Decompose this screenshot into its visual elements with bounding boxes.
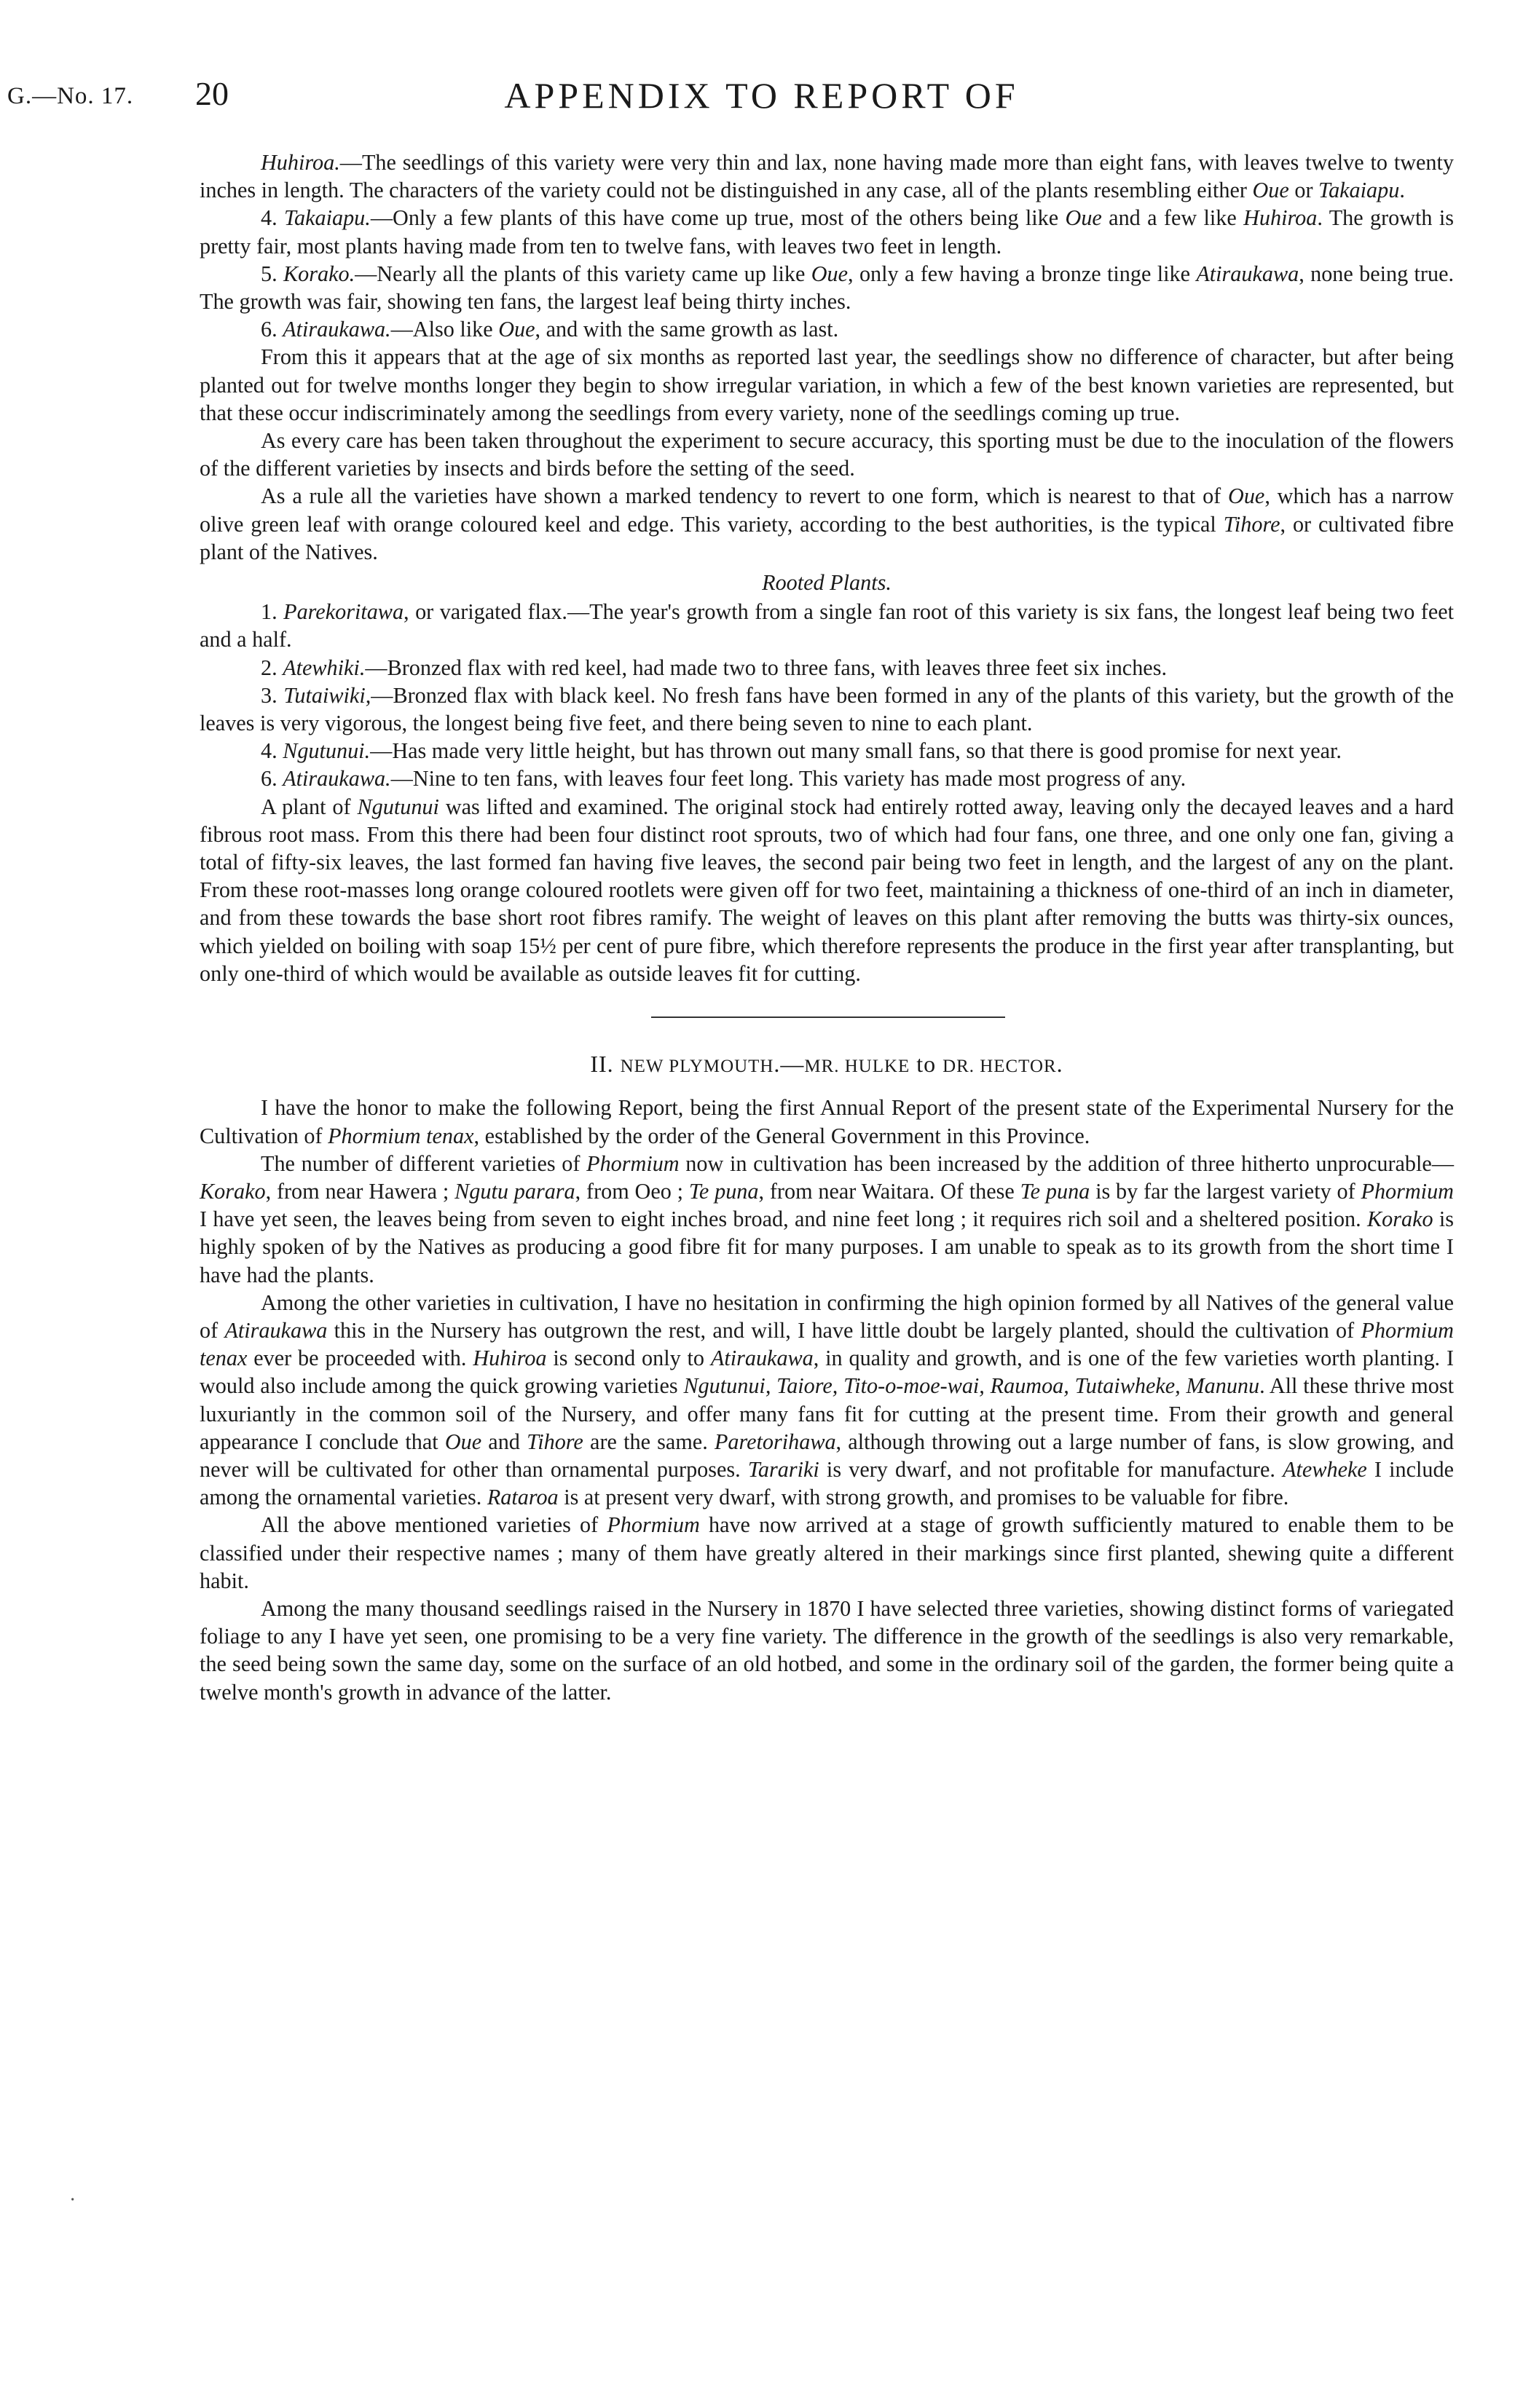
- paragraph: 3. Tutaiwiki,—Bronzed flax with black keel. No fresh fans have been formed in any of the plants of this variety, but the growth of the leaves is very vigorous, the longest being five feet, and there being seven to nine to each plant.: [200, 682, 1454, 736]
- body-text: [200, 149, 1454, 1706]
- paragraph: Among the many thousand seedlings raised in the Nursery in 1870 I have selected three varieties, showing distinct forms of variegated foliage to any I have yet seen, one promising to be a very fine variety. The difference in the growth of the seedlings is also very remarkable, the seed being sown the same day, some on the surface of an old hotbed, and some in the ordinary soil of the garden, the former being quite a twelve month's growth in advance of the latter.: [200, 1595, 1454, 1705]
- paragraph: As every care has been taken throughout the experiment to secure accuracy, this sporting must be due to the inoculation of the flowers of the different varieties by insects and birds before the setting of the seed.: [200, 428, 1454, 481]
- paragraph: 4. Takaiapu.—Only a few plants of this have come up true, most of the others being like Oue and a few like Huhiroa. The growth is pretty fair, most plants having made from ten to twelve fans, with leaves two feet in length.: [200, 205, 1454, 258]
- paragraph: Among the other varieties in cultivation, I have no hesitation in confirming the high opinion formed by all Natives of the general value of Atiraukawa this in the Nursery has outgrown the rest, and will, I have little doubt be largely planted, should the cultivation of Phormium tenax ever be proceeded with. Huhiroa is second only to Atiraukawa, in quality and growth, and is one of the few varieties worth planting. I would also include among the quick growing varieties Ngutunui, Taiore, Tito-o-moe-wai, Raumoa, Tutaiwheke, Manunu. All these thrive most luxuriantly in the common soil of the Nursery, and offer many fans fit for cutting at the present time. From their growth and general appearance I conclude that Oue and Tihore are the same. Paretorihawa, although throwing out a large number of fans, is slow growing, and never will be cultivated for other than ornamental purposes. Tarariki is very dwarf, and not profitable for manufacture. Atewheke I include among the ornamental varieties. Rataroa is at present very dwarf, with strong growth, and promises to be valuable for fibre.: [200, 1290, 1455, 1510]
- paragraph: As a rule all the varieties have shown a marked tendency to revert to one form, which is nearest to that of Oue, which has a narrow olive green leaf with orange coloured keel and edge. This variety, according to the best authorities, is the typical Tihore, or cultivated fibre plant of the Natives.: [200, 483, 1455, 564]
- section-divider: [651, 1017, 1005, 1018]
- paragraph: All the above mentioned varieties of Phormium have now arrived at a stage of growth sufficiently matured to enable them to be classified under their respective names ; many of them have greatly altered in their markings since first planted, shewing quite a different habit.: [200, 1512, 1454, 1593]
- paragraph: 6. Atiraukawa.—Nine to ten fans, with leaves four feet long. This variety has made most progress of any.: [261, 766, 1186, 792]
- paragraph: A plant of Ngutunui was lifted and examined. The original stock had entirely rotted away, leaving only the decayed leaves and a hard fibrous root mass. From this there had been four distinct root sprouts, two of which had four fans, one three, and one only one fan, giving a total of fifty-six leaves, the last formed fan having five leaves, the second pair being two feet in length, and the largest of any on the plant. From these root-masses long orange coloured rootlets were given off for two feet, maintaining a thickness of one-third of an inch in diameter, and from these towards the base short root fibres ramify. The weight of leaves on this plant after removing the butts was thirty-six ounces, which yielded on boiling with soap 15½ per cent of pure fibre, which therefore represents the produce in the first year after transplanting, but only one-third of which would be available as outside leaves fit for cutting.: [200, 794, 1454, 986]
- paragraph: 4. Ngutunui.—Has made very little height, but has thrown out many small fans, so that there is good promise for next year.: [261, 738, 1342, 764]
- page-header: [0, 70, 1523, 128]
- subheading: Rooted Plants.: [762, 570, 892, 596]
- page-number: 20: [195, 75, 229, 112]
- running-title: APPENDIX TO REPORT OF: [504, 75, 1019, 116]
- document-reference: G.—No. 17.: [7, 83, 134, 109]
- paragraph: Huhiroa.—The seedlings of this variety were very thin and lax, none having made more than eight fans, with leaves twelve to twenty inches in length. The characters of the variety could not be distinguished in any case, all of the plants resembling either Oue or Takaiapu.: [200, 150, 1454, 203]
- paragraph: 2. Atewhiki.—Bronzed flax with red keel, had made two to three fans, with leaves three feet six inches.: [261, 655, 1167, 680]
- paragraph: From this it appears that at the age of six months as reported last year, the seedlings show no difference of character, but after being planted out for twelve months longer they begin to show irregular variation, in which a few of the best known varieties are represented, but that these occur indiscriminately among the seedlings from every variety, none of the seedlings coming up true.: [200, 344, 1454, 425]
- paragraph: I have the honor to make the following Report, being the first Annual Report of the present state of the Experimental Nursery for the Cultivation of Phormium tenax, established by the order of the General Government in this Province.: [200, 1095, 1454, 1148]
- paragraph: 1. Parekoritawa, or varigated flax.—The year's growth from a single fan root of this variety is six fans, the longest leaf being two feet and a half.: [200, 599, 1455, 652]
- paragraph: The number of different varieties of Phormium now in cultivation has been increased by the addition of three hitherto unprocurable—Korako, from near Hawera ; Ngutu parara, from Oeo ; Te puna, from near Waitara. Of these Te puna is by far the largest variety of Phormium I have yet seen, the leaves being from seven to eight inches broad, and nine feet long ; it requires rich soil and a sheltered position. Korako is highly spoken of by the Natives as producing a good fibre fit for many purposes. I am unable to speak as to its growth from the short time I have had the plants.: [200, 1150, 1455, 1287]
- paragraph: 6. Atiraukawa.—Also like Oue, and with the same growth as last.: [261, 317, 839, 342]
- margin-dot: ·: [69, 2189, 76, 2211]
- section-heading: II. NEW PLYMOUTH.—MR. HULKE to DR. HECTOR.: [590, 1051, 1063, 1078]
- paragraph: 5. Korako.—Nearly all the plants of this variety came up like Oue, only a few having a bronze tinge like Atiraukawa, none being true. The growth was fair, showing ten fans, the largest leaf being thirty inches.: [200, 261, 1455, 315]
